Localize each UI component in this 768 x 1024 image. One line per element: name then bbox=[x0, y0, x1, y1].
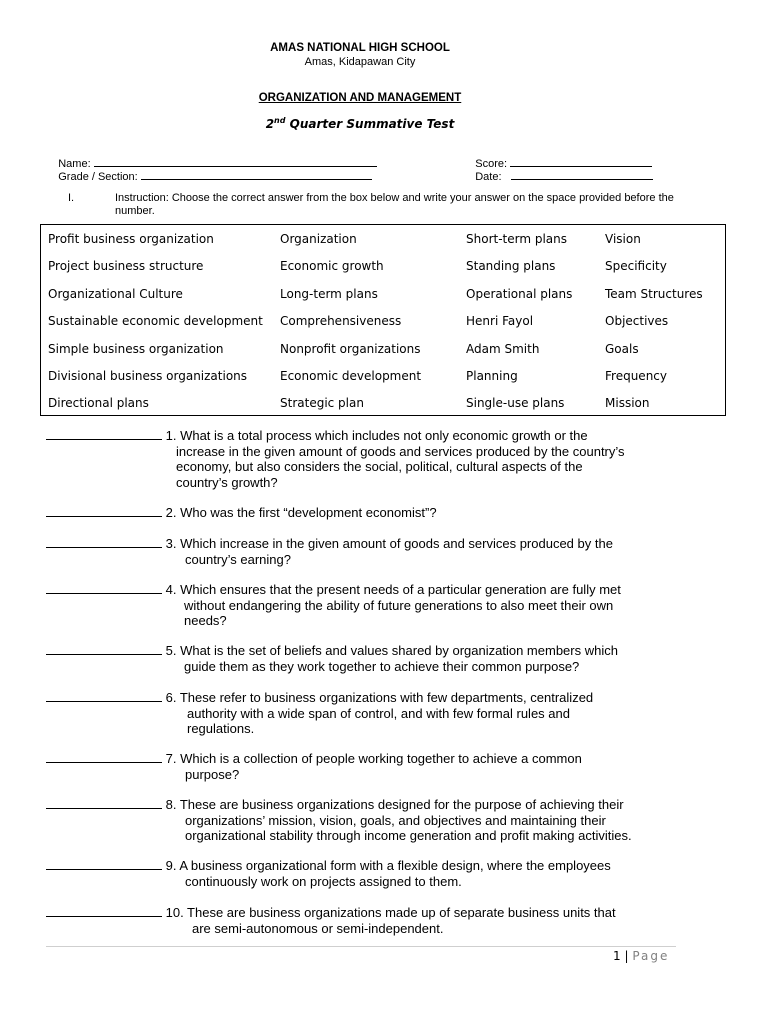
word-box-item: Nonprofit organizations bbox=[280, 341, 421, 356]
answer-blank[interactable] bbox=[46, 643, 162, 655]
word-box-item: Economic development bbox=[280, 369, 422, 383]
word-box-item: Adam Smith bbox=[466, 341, 540, 356]
question-text: 4. Which ensures that the present needs of a particular generation are fully met bbox=[162, 582, 621, 597]
question-item bbox=[46, 536, 613, 567]
word-box-item: Organization bbox=[280, 232, 357, 246]
answer-blank[interactable] bbox=[46, 582, 162, 594]
question-text: 2. Who was the first “development economist”? bbox=[162, 505, 437, 520]
word-box-item: Frequency bbox=[605, 369, 667, 383]
question-continuation: regulations. bbox=[187, 721, 255, 736]
word-box-item: Project business structure bbox=[48, 259, 204, 274]
question-item bbox=[46, 643, 618, 674]
word-box-item: Short-term plans bbox=[466, 232, 568, 246]
question-text: 1. What is a total process which includes not only economic growth or the bbox=[162, 428, 588, 443]
question-text: 10. These are business organizations made up of separate business units that bbox=[162, 905, 616, 920]
question-item bbox=[46, 582, 621, 629]
word-box-item: Single-use plans bbox=[466, 396, 565, 411]
word-box-item: Profit business organization bbox=[48, 232, 214, 246]
question-continuation: needs? bbox=[184, 613, 227, 628]
date-field bbox=[463, 157, 653, 195]
answer-blank[interactable] bbox=[46, 428, 162, 440]
word-box-item: Goals bbox=[605, 341, 639, 356]
answer-blank[interactable] bbox=[46, 905, 162, 917]
score-label: Score: bbox=[475, 158, 511, 170]
question-text: 5. What is the set of beliefs and values shared by organization members which bbox=[162, 643, 618, 658]
question-continuation: guide them as they work together to achieve their common purpose? bbox=[184, 658, 580, 674]
question-continuation: economy, but also considers the social, political, cultural aspects of the bbox=[176, 459, 583, 474]
answer-blank[interactable] bbox=[46, 751, 162, 763]
word-box bbox=[40, 224, 726, 416]
question-continuation: country’s earning? bbox=[185, 551, 291, 567]
word-box-item: Team Structures bbox=[605, 286, 703, 301]
question-continuation: purpose? bbox=[185, 766, 240, 782]
instruction-number: I. bbox=[68, 192, 75, 204]
question-item bbox=[46, 428, 625, 490]
test-title bbox=[0, 116, 720, 131]
word-box-item: Simple business organization bbox=[48, 341, 224, 356]
question-text: 8. These are business organizations designed for the purpose of achieving their bbox=[162, 797, 624, 812]
word-box-item: Comprehensiveness bbox=[280, 314, 402, 329]
word-box-item: Standing plans bbox=[466, 259, 556, 274]
word-box-item: Directional plans bbox=[48, 396, 149, 411]
answer-blank[interactable] bbox=[46, 505, 162, 517]
question-continuation: authority with a wide span of control, and with few formal rules and bbox=[187, 705, 570, 721]
page-separator: | bbox=[620, 949, 633, 963]
school-address: Amas, Kidapawan City bbox=[304, 56, 416, 68]
school-name: AMAS NATIONAL HIGH SCHOOL bbox=[270, 42, 450, 54]
answer-blank[interactable] bbox=[46, 690, 162, 702]
question-item bbox=[46, 858, 611, 889]
grade-field bbox=[46, 157, 372, 195]
question-text: 7. Which is a collection of people working together to achieve a common bbox=[162, 751, 582, 766]
question-continuation: increase in the given amount of goods and services produced by the country’s bbox=[176, 443, 625, 459]
question-text: 3. Which increase in the given amount of goods and services produced by the bbox=[162, 536, 613, 551]
word-box-item: Operational plans bbox=[466, 286, 573, 301]
instruction-text: Instruction: Choose the correct answer from the box below and write your answer on the space provided before the number. bbox=[115, 192, 674, 217]
question-item bbox=[46, 690, 593, 737]
word-box-item: Objectives bbox=[605, 314, 669, 329]
question-continuation: continuously work on projects assigned to them. bbox=[185, 873, 462, 889]
subject-title: ORGANIZATION AND MANAGEMENT bbox=[258, 92, 462, 104]
answer-blank[interactable] bbox=[46, 536, 162, 548]
word-box-item: Long-term plans bbox=[280, 286, 378, 301]
question-item bbox=[46, 797, 632, 844]
word-box-item: Economic growth bbox=[280, 259, 384, 274]
grade-line[interactable] bbox=[141, 169, 372, 180]
answer-blank[interactable] bbox=[46, 858, 162, 870]
word-box-item: Vision bbox=[605, 232, 641, 246]
word-box-item: Divisional business organizations bbox=[48, 369, 248, 383]
question-item bbox=[46, 505, 437, 521]
answer-blank[interactable] bbox=[46, 797, 162, 809]
question-continuation: organizational stability through income generation and profit making activities. bbox=[185, 828, 632, 843]
word-box-item: Planning bbox=[466, 369, 518, 383]
word-box-item: Sustainable economic development bbox=[48, 314, 263, 329]
word-box-item: Henri Fayol bbox=[466, 314, 534, 329]
date-line[interactable] bbox=[511, 169, 653, 180]
test-ordinal-suffix: nd bbox=[274, 116, 286, 125]
question-continuation: organizations’ mission, vision, goals, and objectives and maintaining their bbox=[185, 812, 606, 828]
question-item bbox=[46, 905, 616, 936]
test-ordinal: 2 bbox=[265, 117, 275, 131]
word-box-item: Mission bbox=[605, 396, 650, 411]
date-label: Date: bbox=[475, 171, 511, 183]
page-word: Page bbox=[632, 949, 670, 963]
word-box-item: Specificity bbox=[605, 259, 667, 274]
test-title-text: Quarter Summative Test bbox=[285, 117, 455, 131]
question-continuation: country’s growth? bbox=[176, 474, 278, 490]
word-box-item: Organizational Culture bbox=[48, 286, 183, 301]
name-label: Name: bbox=[58, 158, 94, 170]
question-text: 6. These refer to business organizations with few departments, centralized bbox=[162, 690, 594, 705]
grade-label: Grade / Section: bbox=[58, 171, 141, 183]
page-footer bbox=[613, 949, 669, 963]
footer-divider bbox=[46, 946, 676, 947]
question-text: 9. A business organizational form with a flexible design, where the employees bbox=[162, 858, 611, 873]
page-number: 1 bbox=[613, 949, 621, 963]
question-item bbox=[46, 751, 582, 782]
question-continuation: without endangering the ability of future generations to also meet their own bbox=[184, 597, 614, 613]
question-continuation: are semi-autonomous or semi-independent. bbox=[192, 920, 444, 936]
word-box-item: Strategic plan bbox=[280, 396, 364, 411]
